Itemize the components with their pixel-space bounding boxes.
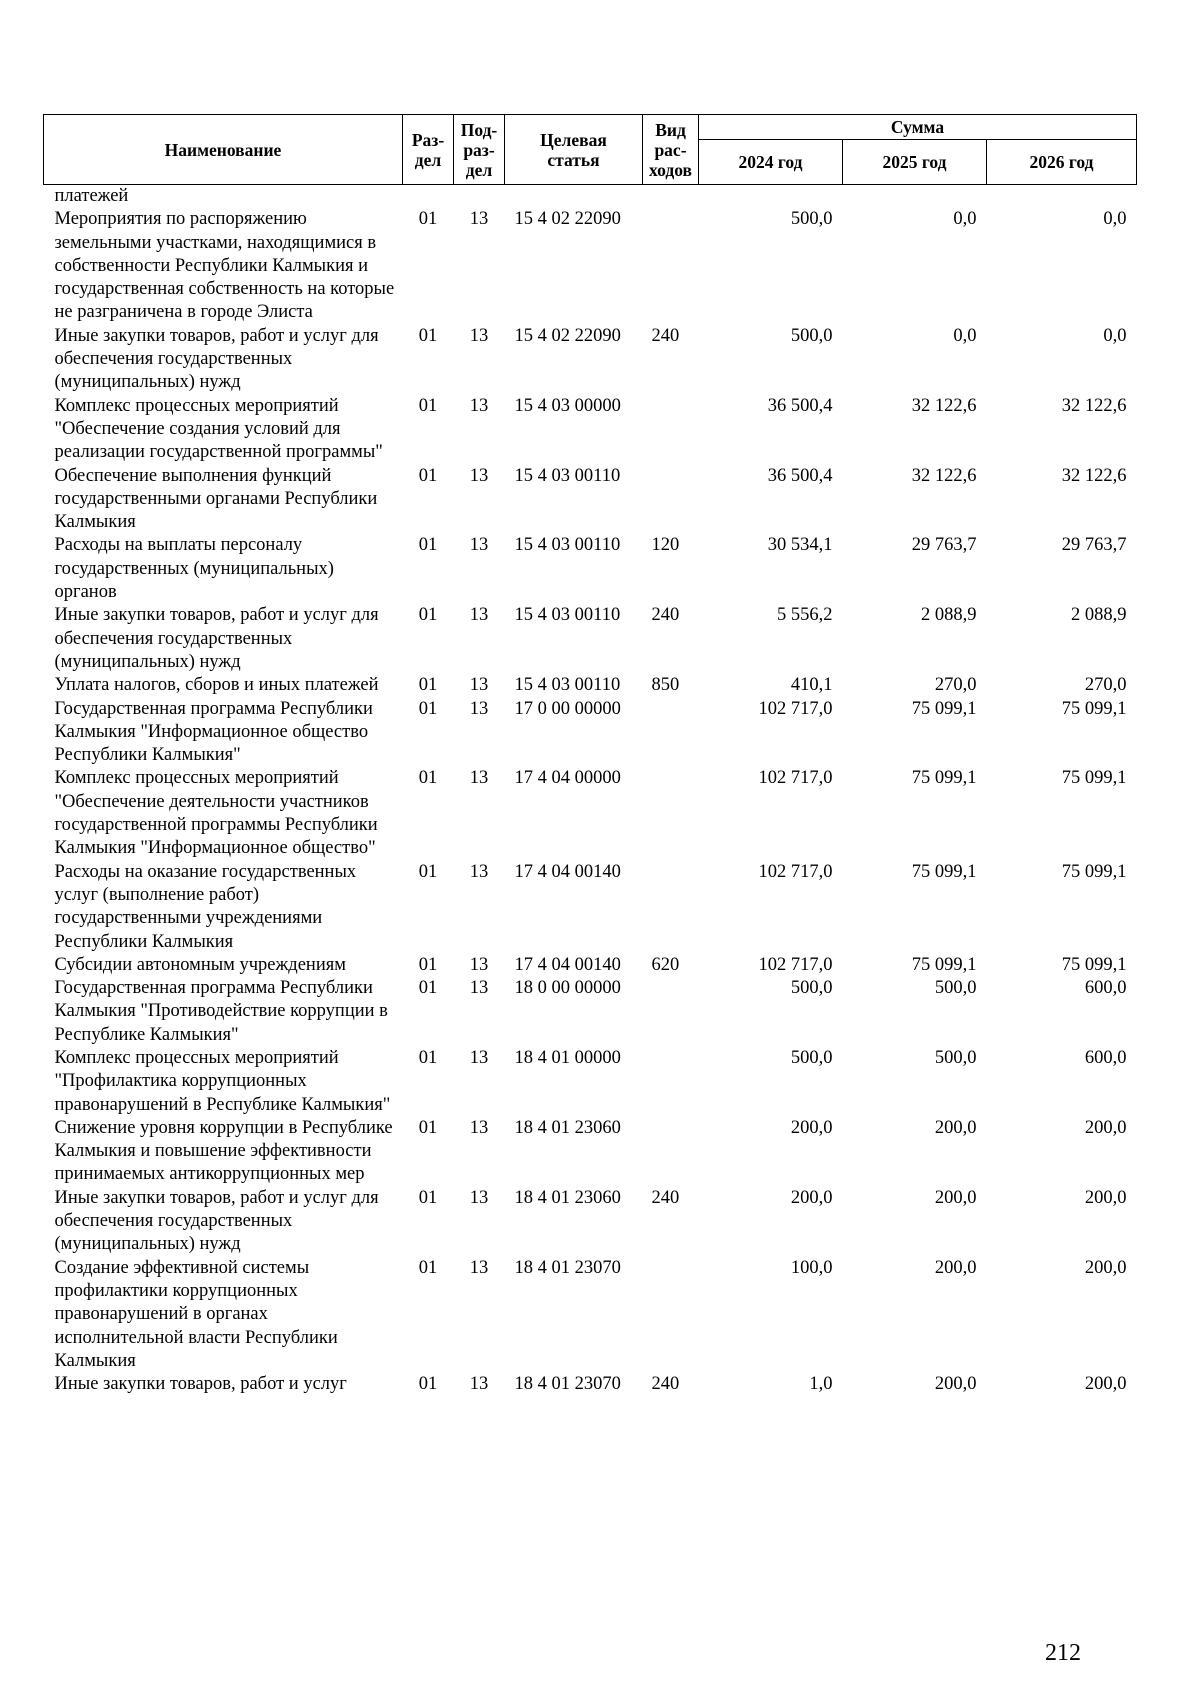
- row-sum-2026: [987, 185, 1137, 209]
- row-sum-2026: 0,0: [1103, 325, 1127, 346]
- row-sum-2025: 75 099,1: [911, 698, 977, 719]
- row-expense-kind: [643, 208, 699, 324]
- row-expense-kind: [643, 1257, 699, 1373]
- row-section: 01: [418, 1187, 438, 1208]
- table-header: [44, 115, 1137, 185]
- row-name: Расходы на выплаты персоналу государственных (муниципальных) органов: [54, 535, 334, 603]
- row-sum-2024: 100,0: [790, 1257, 833, 1278]
- row-subsection: 13: [469, 209, 489, 230]
- row-name: Комплекс процессных мероприятий "Обеспечение деятельности участников государственной программы Республики Калмыкия "Информационное общество": [54, 768, 378, 859]
- row-expense-kind: 620: [651, 954, 680, 975]
- row-sum-2024: 36 500,4: [767, 395, 833, 416]
- row-section: 01: [418, 395, 438, 416]
- row-section: 01: [418, 325, 438, 346]
- table-row: [44, 954, 1137, 977]
- row-section: 01: [418, 675, 438, 696]
- row-target-article: 18 4 01 23070: [514, 1257, 621, 1278]
- row-target-article: 15 4 02 22090: [514, 209, 621, 230]
- row-target-article: 17 4 04 00140: [514, 954, 621, 975]
- row-subsection: 13: [469, 1257, 489, 1278]
- row-sum-2024: 102 717,0: [758, 698, 833, 719]
- row-target-article: 18 4 01 23070: [514, 1374, 621, 1395]
- table-row: [44, 767, 1137, 860]
- row-section: 01: [418, 1047, 438, 1068]
- table-row: [44, 698, 1137, 768]
- row-section: 01: [418, 861, 438, 882]
- row-expense-kind: 240: [651, 1187, 680, 1208]
- row-sum-2024: 5 556,2: [777, 605, 833, 626]
- row-target-article: 17 0 00 00000: [514, 698, 621, 719]
- row-target-article: 15 4 03 00110: [514, 675, 621, 696]
- row-section: 01: [418, 1117, 438, 1138]
- row-sum-2025: 270,0: [934, 675, 977, 696]
- row-sum-2024: [699, 185, 843, 209]
- row-target-article: 18 4 01 23060: [514, 1187, 621, 1208]
- row-section: 01: [418, 978, 438, 999]
- row-sum-2026: 600,0: [1084, 1047, 1127, 1068]
- row-sum-2025: 500,0: [934, 978, 977, 999]
- row-section: 01: [418, 209, 438, 230]
- row-sum-2026: 200,0: [1084, 1257, 1127, 1278]
- table-row: [44, 674, 1137, 697]
- table-row: [44, 1047, 1137, 1117]
- row-subsection: [454, 185, 505, 209]
- row-section: 01: [418, 1374, 438, 1395]
- row-subsection: 13: [469, 1047, 489, 1068]
- row-section: 01: [418, 1257, 438, 1278]
- row-expense-kind: [643, 698, 699, 768]
- row-expense-kind: [643, 861, 699, 954]
- row-sum-2026: 2 088,9: [1071, 605, 1127, 626]
- row-subsection: 13: [469, 698, 489, 719]
- row-name: Мероприятия по распоряжению земельными участками, находящимися в собственности Республики Калмыкия и государственная собственность на которые не разграничена в городе Элиста: [54, 209, 395, 323]
- row-subsection: 13: [469, 605, 489, 626]
- row-sum-2025: 75 099,1: [911, 954, 977, 975]
- row-sum-2026: 200,0: [1084, 1187, 1127, 1208]
- row-target-article: 18 0 00 00000: [514, 978, 621, 999]
- row-sum-2026: 75 099,1: [1061, 954, 1127, 975]
- row-name: Иные закупки товаров, работ и услуг для обеспечения государственных (муниципальных) нужд: [54, 1187, 379, 1255]
- row-expense-kind: 120: [651, 535, 680, 556]
- header-target-article: Целевая статья: [505, 115, 643, 185]
- row-sum-2026: 32 122,6: [1061, 465, 1127, 486]
- row-section: 01: [418, 954, 438, 975]
- row-sum-2026: 600,0: [1084, 978, 1127, 999]
- row-sum-2024: 500,0: [790, 209, 833, 230]
- row-sum-2025: 200,0: [934, 1117, 977, 1138]
- row-expense-kind: [643, 465, 699, 535]
- row-subsection: 13: [469, 465, 489, 486]
- row-sum-2025: 500,0: [934, 1047, 977, 1068]
- row-sum-2025: 75 099,1: [911, 768, 977, 789]
- row-name: Государственная программа Республики Калмыкия "Противодействие коррупции в Республике Калмыкия": [54, 978, 388, 1045]
- row-name: Комплекс процессных мероприятий "Обеспечение создания условий для реализации государственной программы": [54, 395, 383, 463]
- row-subsection: 13: [469, 1117, 489, 1138]
- row-sum-2026: 29 763,7: [1061, 535, 1127, 556]
- row-sum-2024: 1,0: [809, 1374, 833, 1395]
- table-row: [44, 185, 1137, 209]
- row-subsection: 13: [469, 768, 489, 789]
- table-row: [44, 604, 1137, 674]
- row-sum-2026: 0,0: [1103, 209, 1127, 230]
- table-row: [44, 465, 1137, 535]
- table-row: [44, 1257, 1137, 1373]
- row-target-article: 17 4 04 00000: [514, 768, 621, 789]
- row-name: Расходы на оказание государственных услуг (выполнение работ) государственными учреждениями Республики Калмыкия: [54, 861, 357, 952]
- row-subsection: 13: [469, 675, 489, 696]
- header-sum: Сумма: [699, 115, 1137, 140]
- row-sum-2024: 500,0: [790, 1047, 833, 1068]
- row-section: 01: [418, 698, 438, 719]
- row-sum-2025: 29 763,7: [911, 535, 977, 556]
- table-row: [44, 1117, 1137, 1187]
- row-target-article: 15 4 02 22090: [514, 325, 621, 346]
- table-row: [44, 1187, 1137, 1257]
- row-target-article: [505, 185, 643, 209]
- table-row: [44, 395, 1137, 465]
- row-subsection: 13: [469, 325, 489, 346]
- row-target-article: 18 4 01 23060: [514, 1117, 621, 1138]
- row-sum-2025: 200,0: [934, 1257, 977, 1278]
- row-sum-2024: 102 717,0: [758, 768, 833, 789]
- row-name: Комплекс процессных мероприятий "Профилактика коррупционных правонарушений в Республике Калмыкия": [54, 1047, 391, 1115]
- header-year-2024: 2024 год: [699, 140, 843, 185]
- budget-table: [43, 114, 1137, 1396]
- row-name: Иные закупки товаров, работ и услуг: [54, 1374, 347, 1395]
- header-subsection: Под- раз- дел: [454, 115, 505, 185]
- header-year-2026: 2026 год: [987, 140, 1137, 185]
- row-sum-2026: 75 099,1: [1061, 768, 1127, 789]
- row-name: Государственная программа Республики Калмыкия "Информационное общество Республики Калмыкия": [54, 698, 373, 766]
- row-name: Субсидии автономным учреждениям: [54, 954, 346, 975]
- row-name: Уплата налогов, сборов и иных платежей: [54, 675, 379, 696]
- table-row: [44, 861, 1137, 954]
- row-sum-2025: 32 122,6: [911, 465, 977, 486]
- row-sum-2025: 200,0: [934, 1374, 977, 1395]
- row-sum-2026: 270,0: [1084, 675, 1127, 696]
- row-expense-kind: [643, 185, 699, 209]
- row-section: 01: [418, 465, 438, 486]
- row-target-article: 15 4 03 00000: [514, 395, 621, 416]
- row-sum-2024: 102 717,0: [758, 954, 833, 975]
- row-subsection: 13: [469, 535, 489, 556]
- row-target-article: 15 4 03 00110: [514, 535, 621, 556]
- row-sum-2024: 200,0: [790, 1187, 833, 1208]
- row-target-article: 15 4 03 00110: [514, 465, 621, 486]
- row-sum-2025: 32 122,6: [911, 395, 977, 416]
- row-expense-kind: 240: [651, 605, 680, 626]
- table-row: [44, 977, 1137, 1047]
- table-row: [44, 208, 1137, 324]
- row-sum-2024: 30 534,1: [767, 535, 833, 556]
- row-section: 01: [418, 535, 438, 556]
- row-expense-kind: [643, 767, 699, 860]
- row-sum-2024: 410,1: [790, 675, 833, 696]
- row-expense-kind: 850: [651, 675, 680, 696]
- row-sum-2025: 0,0: [953, 325, 977, 346]
- row-sum-2026: 75 099,1: [1061, 698, 1127, 719]
- header-expense-kind: Вид рас- ходов: [643, 115, 699, 185]
- header-name: Наименование: [44, 115, 403, 185]
- row-sum-2026: 32 122,6: [1061, 395, 1127, 416]
- row-sum-2025: 2 088,9: [921, 605, 977, 626]
- row-name: платежей: [54, 186, 129, 206]
- row-name: Иные закупки товаров, работ и услуг для обеспечения государственных (муниципальных) нужд: [54, 605, 379, 672]
- row-sum-2026: 200,0: [1084, 1117, 1127, 1138]
- table-row: [44, 1373, 1137, 1396]
- row-section: 01: [418, 605, 438, 626]
- row-section: 01: [418, 768, 438, 789]
- row-expense-kind: [643, 1047, 699, 1117]
- row-subsection: 13: [469, 395, 489, 416]
- row-subsection: 13: [469, 861, 489, 882]
- row-sum-2026: 200,0: [1084, 1374, 1127, 1395]
- row-target-article: 15 4 03 00110: [514, 605, 621, 626]
- row-section: [403, 185, 454, 209]
- row-expense-kind: 240: [651, 325, 680, 346]
- header-section: Раз- дел: [403, 115, 454, 185]
- row-name: Иные закупки товаров, работ и услуг для обеспечения государственных (муниципальных) нужд: [54, 325, 379, 393]
- table-row: [44, 325, 1137, 395]
- row-sum-2025: [843, 185, 987, 209]
- row-expense-kind: [643, 1117, 699, 1187]
- row-sum-2025: 0,0: [953, 209, 977, 230]
- row-name: Создание эффективной системы профилактики коррупционных правонарушений в органах исполнительной власти Республики Калмыкия: [54, 1257, 338, 1371]
- page-number: 212: [1045, 1640, 1081, 1666]
- row-target-article: 17 4 04 00140: [514, 861, 621, 882]
- row-sum-2024: 200,0: [790, 1117, 833, 1138]
- row-sum-2025: 75 099,1: [911, 861, 977, 882]
- row-subsection: 13: [469, 1187, 489, 1208]
- table-body: [44, 185, 1137, 1397]
- row-expense-kind: [643, 395, 699, 465]
- header-year-2025: 2025 год: [843, 140, 987, 185]
- row-sum-2024: 500,0: [790, 978, 833, 999]
- row-sum-2024: 36 500,4: [767, 465, 833, 486]
- row-sum-2026: 75 099,1: [1061, 861, 1127, 882]
- row-sum-2025: 200,0: [934, 1187, 977, 1208]
- row-subsection: 13: [469, 978, 489, 999]
- row-subsection: 13: [469, 954, 489, 975]
- row-expense-kind: 240: [651, 1374, 680, 1395]
- row-name: Обеспечение выполнения функций государственными органами Республики Калмыкия: [54, 465, 378, 533]
- row-sum-2024: 102 717,0: [758, 861, 833, 882]
- row-subsection: 13: [469, 1374, 489, 1395]
- row-expense-kind: [643, 977, 699, 1047]
- row-target-article: 18 4 01 00000: [514, 1047, 621, 1068]
- row-name: Снижение уровня коррупции в Республике Калмыкия и повышение эффективности принимаемых антикоррупционных мер: [54, 1117, 393, 1185]
- row-sum-2024: 500,0: [790, 325, 833, 346]
- table-row: [44, 534, 1137, 604]
